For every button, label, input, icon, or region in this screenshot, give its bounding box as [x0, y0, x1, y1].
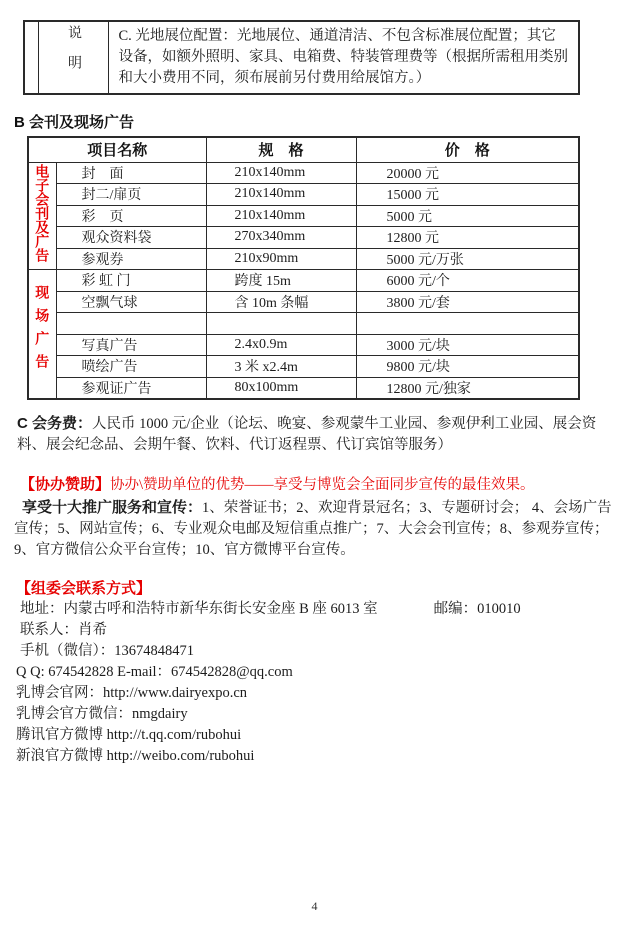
- item-price-cell: 5000 元/万张: [356, 248, 579, 270]
- note-table: [23, 20, 580, 95]
- item-spec-cell: 270x340mm: [206, 227, 356, 249]
- contact-wechat: 乳博会官方微信：nmgdairy: [16, 705, 188, 722]
- item-name-cell: [56, 313, 206, 335]
- item-price-cell: 12800 元/独家: [356, 377, 579, 399]
- item-spec-cell: 210x90mm: [206, 248, 356, 270]
- contact-address-line: [16, 599, 629, 620]
- table-row: [28, 227, 579, 249]
- contact-qq-email: Q Q: 674542828 E-mail：674542828@qq.com: [16, 663, 293, 680]
- item-spec-cell: 2.4x0.9m: [206, 334, 356, 356]
- section-c-paragraph: [17, 413, 615, 456]
- promo-title: 享受十大推广服务和宣传：: [22, 498, 203, 516]
- item-spec-cell: 210x140mm: [206, 184, 356, 206]
- sponsor-heading: [20, 474, 619, 496]
- contact-mobile: 手机（微信）：13674848471: [20, 642, 194, 659]
- table-header-row: [28, 137, 579, 162]
- item-name-cell: 空飘气球: [56, 291, 206, 313]
- group-label-ejournal: 电子会刊及广告: [34, 164, 51, 263]
- table-row: [28, 291, 579, 313]
- group-label-cell-onsite: [28, 270, 56, 399]
- item-name-cell: 观众资料袋: [56, 227, 206, 249]
- item-price-cell: 15000 元: [356, 184, 579, 206]
- table-row: [28, 248, 579, 270]
- group-label-cell-ejournal: [28, 162, 56, 270]
- item-price-cell: 3000 元/块: [356, 334, 579, 356]
- table-row-empty: [28, 313, 579, 335]
- item-spec-cell: 210x140mm: [206, 162, 356, 184]
- item-name-cell: 写真广告: [56, 334, 206, 356]
- item-price-cell: 6000 元/个: [356, 270, 579, 292]
- item-name-cell: 封二/扉页: [56, 184, 206, 206]
- item-name-cell: 参观证广告: [56, 377, 206, 399]
- item-price-cell: 3800 元/套: [356, 291, 579, 313]
- item-price-cell: 12800 元: [356, 227, 579, 249]
- sponsor-title: 【协办赞助】: [20, 475, 111, 493]
- item-spec-cell: 80x100mm: [206, 377, 356, 399]
- table-row: [28, 162, 579, 184]
- table-row: [28, 184, 579, 206]
- item-price-cell: 20000 元: [356, 162, 579, 184]
- section-c-text: 人民币 1000 元/企业（论坛、晚宴、参观蒙牛工业园、参观伊利工业园、展会资料、展会纪念品、会期午餐、饮料、代订返程票、代订宾馆等服务）: [17, 415, 597, 453]
- contact-tencent-weibo: 腾讯官方微博 http://t.qq.com/rubohui: [16, 726, 242, 743]
- note-label: 说明: [66, 25, 81, 85]
- item-name-cell: 封 面: [56, 162, 206, 184]
- note-text: C. 光地展位配置：光地展位、通道清洁、不包含标准展位配置；其它设备，如额外照明、家具、电箱费、特装管理费等（根据所需租用类别和大小费用不同，须布展前另付费用给展馆方。）: [108, 21, 579, 94]
- table-row: [28, 377, 579, 399]
- item-name-cell: 喷绘广告: [56, 356, 206, 378]
- item-spec-cell: 含 10m 条幅: [206, 291, 356, 313]
- item-name-cell: 彩 虹 门: [56, 270, 206, 292]
- item-spec-cell: 210x140mm: [206, 205, 356, 227]
- table-row: [24, 21, 579, 94]
- table-row: [28, 334, 579, 356]
- section-b-title: B 会刊及现场广告: [14, 114, 135, 131]
- item-name-cell: 参观券: [56, 248, 206, 270]
- item-price-cell: 9800 元/块: [356, 356, 579, 378]
- item-name-cell: 彩 页: [56, 205, 206, 227]
- header-price: 价 格: [356, 137, 579, 162]
- contact-website: 乳博会官网：http://www.dairyexpo.cn: [16, 684, 248, 701]
- item-spec-cell: 3 米 x2.4m: [206, 356, 356, 378]
- section-c-title: C 会务费：: [17, 414, 93, 432]
- sponsor-subtitle: 协办\赞助单位的优势——享受与博览会全面同步宣传的最佳效果。: [110, 476, 535, 493]
- item-spec-cell: 跨度 15m: [206, 270, 356, 292]
- promo-text: 1、荣誉证书；2、欢迎背景冠名；3、专题研讨会； 4、会场广告宣传；5、网站宣传；6、专业观众电邮及短信重点推广；7、大会会刊宣传；8、参观券宣传；9、官方微信公众平台宣传；10、官方微博平台宣传。: [14, 499, 612, 558]
- promo-paragraph: [14, 497, 617, 561]
- ad-price-table: [27, 136, 580, 400]
- table-row: [28, 270, 579, 292]
- contact-person: 联系人：肖希: [20, 621, 107, 638]
- item-price-cell: [356, 313, 579, 335]
- contact-sina-weibo: 新浪官方微博 http://weibo.com/rubohui: [16, 747, 255, 764]
- item-spec-cell: [206, 313, 356, 335]
- contact-address: 地址：内蒙古呼和浩特市新华东街长安金座 B 座 6013 室: [20, 600, 378, 617]
- group-label-onsite: 现场广告: [34, 285, 51, 378]
- contact-section: [16, 578, 629, 767]
- table-row: [28, 205, 579, 227]
- contact-title: 【组委会联系方式】: [16, 579, 152, 597]
- header-item-name: 项目名称: [28, 137, 206, 162]
- item-price-cell: 5000 元: [356, 205, 579, 227]
- page-number: 4: [311, 899, 318, 913]
- header-spec: 规 格: [206, 137, 356, 162]
- note-label-cell: [38, 21, 108, 94]
- contact-zip: 邮编：010010: [433, 600, 521, 617]
- note-spacer-cell: [24, 21, 38, 94]
- table-row: [28, 356, 579, 378]
